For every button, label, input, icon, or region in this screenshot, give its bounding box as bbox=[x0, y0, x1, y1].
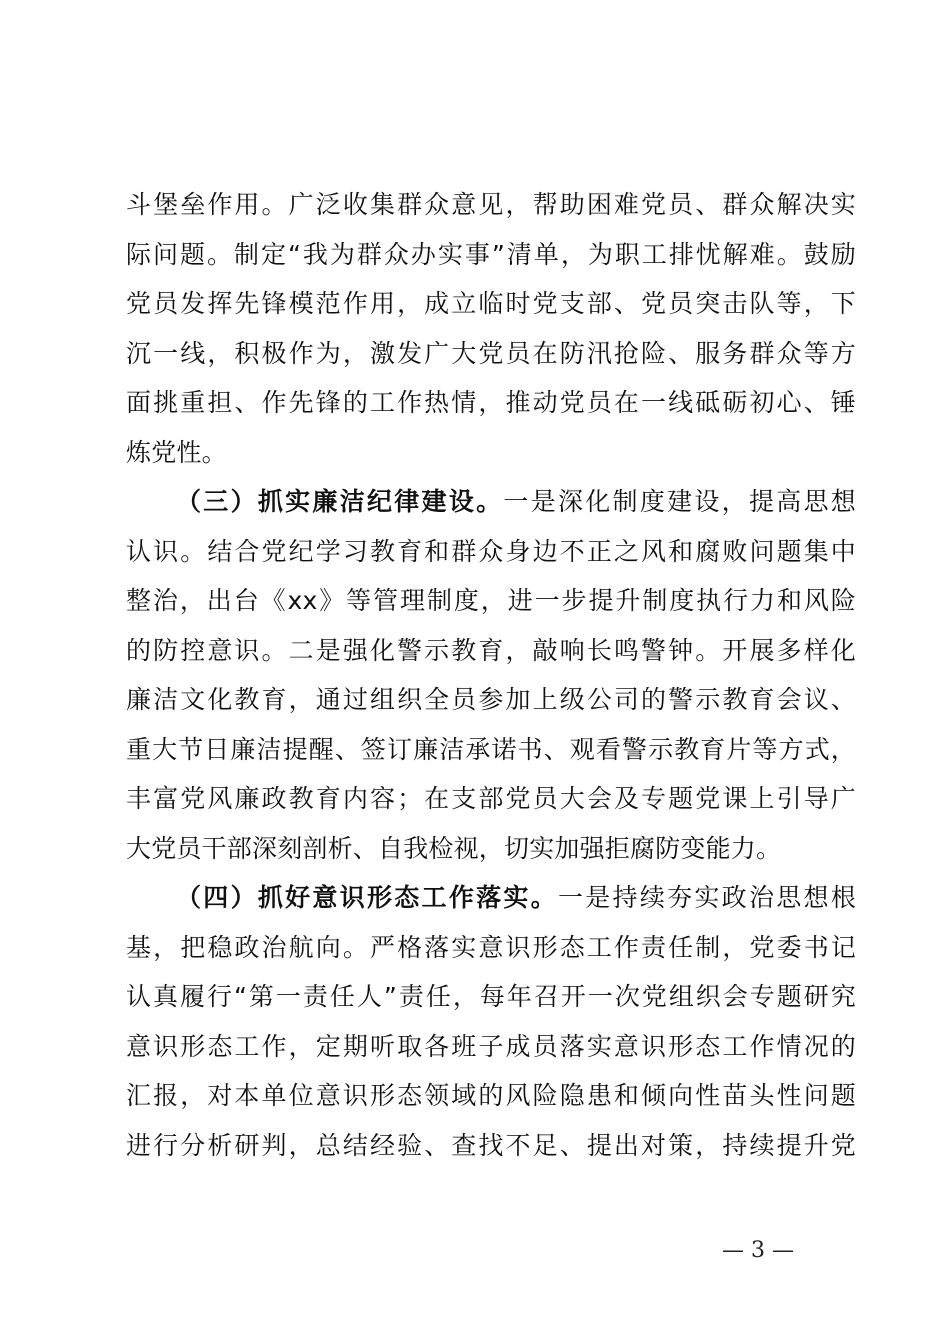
paragraph-1-line-5: 面挑重担、作先锋的工作热情，推动党员在一线砥砺初心、锤 bbox=[126, 388, 856, 417]
paragraph-2-line-7: 丰富党风廉政教育内容；在支部党员大会及专题党课上引导广 bbox=[126, 784, 856, 813]
paragraph-2-first-line-text: 一是深化制度建设，提高思想 bbox=[503, 487, 856, 516]
paragraph-1-line-3: 党员发挥先锋模范作用，成立临时党支部、党员突击队等，下 bbox=[126, 289, 856, 318]
body-text bbox=[126, 180, 856, 1170]
paragraph-2-line-1 bbox=[126, 477, 856, 527]
paragraph-3-line-2: 基，把稳政治航向。严格落实意识形态工作责任制，党委书记 bbox=[126, 932, 856, 962]
paragraph-2-line-6: 重大节日廉洁提醒、签订廉洁承诺书、观看警示教育片等方式， bbox=[126, 734, 856, 764]
paragraph-3-line-4: 意识形态工作，定期听取各班子成员落实意识形态工作情况的 bbox=[126, 1031, 856, 1061]
paragraph-3-line-6: 进行分析研判，总结经验、查找不足、提出对策，持续提升党 bbox=[126, 1130, 856, 1160]
paragraph-3-first-line-text: 一是持续夯实政治思想根 bbox=[557, 883, 856, 912]
paragraph-1-line-6: 炼党性。 bbox=[126, 437, 227, 467]
page-number: — 3 — bbox=[722, 1238, 794, 1263]
section-heading-4: （四）抓好意识形态工作落实。 bbox=[176, 883, 558, 912]
paragraph-1-line-2: 际问题。制定“我为群众办实事”清单，为职工排忧解难。鼓励 bbox=[126, 239, 856, 269]
paragraph-3-line-1 bbox=[126, 873, 856, 923]
paragraph-1-line-4: 沉一线，积极作为，激发广大党员在防汛抢险、服务群众等方 bbox=[126, 338, 856, 368]
section-heading-3: （三）抓实廉洁纪律建设。 bbox=[176, 487, 504, 516]
paragraph-2-line-2: 认识。结合党纪学习教育和群众身边不正之风和腐败问题集中 bbox=[126, 536, 856, 566]
paragraph-2-line-5: 廉洁文化教育，通过组织全员参加上级公司的警示教育会议、 bbox=[126, 685, 856, 714]
paragraph-1-line-1: 斗堡垒作用。广泛收集群众意见，帮助困难党员、群众解决实 bbox=[126, 190, 856, 219]
paragraph-3-line-3: 认真履行“第一责任人”责任，每年召开一次党组织会专题研究 bbox=[126, 982, 856, 1011]
paragraph-3-line-5: 汇报，对本单位意识形态领域的风险隐患和倾向性苗头性问题 bbox=[126, 1081, 856, 1110]
paragraph-2-line-4: 的防控意识。二是强化警示教育，敲响长鸣警钟。开展多样化 bbox=[126, 635, 856, 665]
paragraph-2-line-3: 整治，出台《xx》等管理制度，进一步提升制度执行力和风险 bbox=[126, 586, 856, 615]
paragraph-2-line-8: 大党员干部深刻剖析、自我检视，切实加强拒腐防变能力。 bbox=[126, 833, 782, 863]
